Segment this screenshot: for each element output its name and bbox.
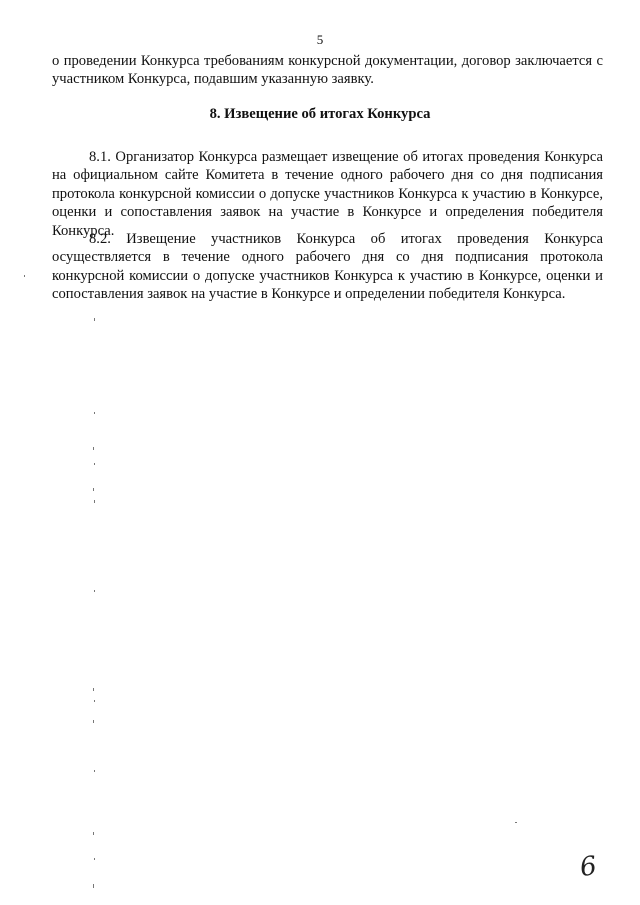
- paragraph-8-2: 8.2. Извещение участников Конкурса об итогах проведения Конкурса осуществляется в течение одного рабочего дня со дня подписания протокола конкурсной комиссии о допуске участников Конкурса к участию в Конкурсе, оценки и сопоставления заявок на участие в Конкурсе и определении победителя Конкурса.: [52, 231, 603, 303]
- continuation-paragraph: о проведении Конкурса требованиям конкурсной документации, договор заключается с участником Конкурса, подавшим указанную заявку.: [52, 53, 603, 88]
- page-number: 5: [316, 32, 324, 47]
- section-heading: 8. Извещение об итогах Конкурса: [209, 106, 431, 122]
- paragraph-8-1: 8.1. Организатор Конкурса размещает извещение об итогах проведения Конкурса на официальном сайте Комитета в течение одного рабочего дня со дня подписания протокола конкурсной комиссии о допуске участников Конкурса к участию в Конкурсе, оценки и сопоставления заявок на участие в Конкурсе и определения победителя Конкурса.: [52, 149, 603, 239]
- handwritten-page-mark: 6: [577, 850, 599, 884]
